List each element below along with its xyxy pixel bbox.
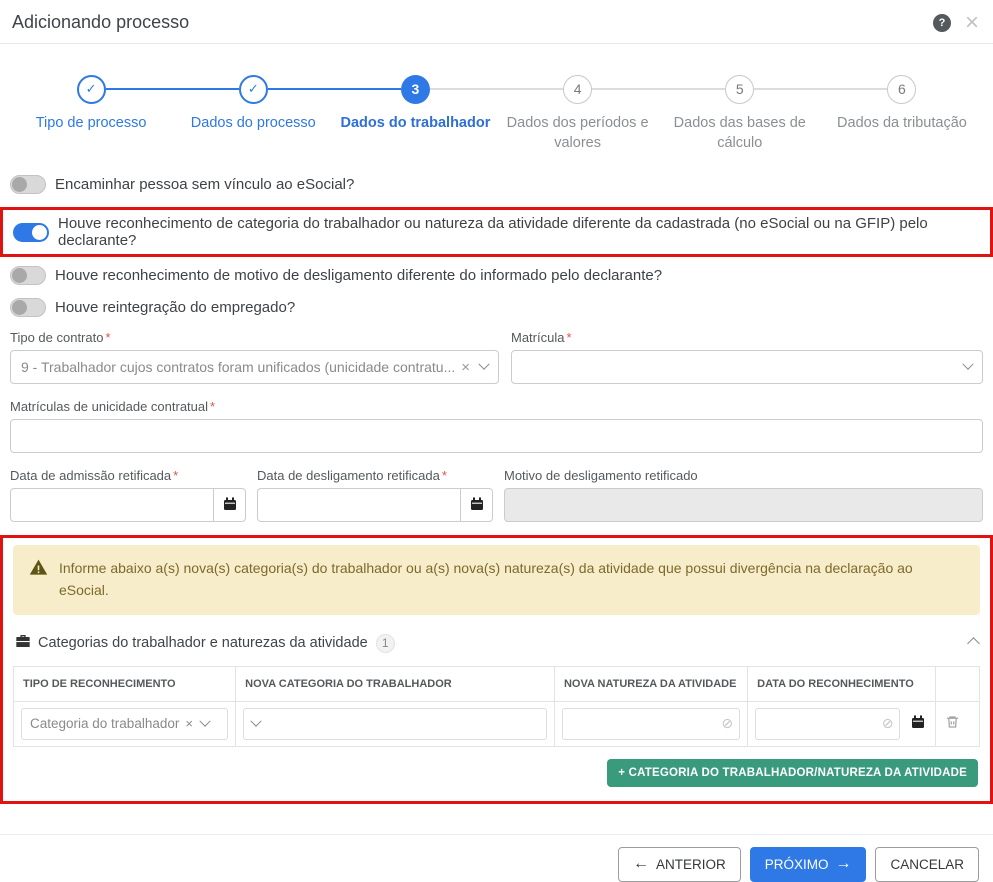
toggle-encaminhar-pessoa[interactable] <box>10 175 46 194</box>
connector <box>172 88 239 90</box>
add-categoria-label: CATEGORIA DO TRABALHADOR/NATUREZA DA ATIVIDADE <box>628 766 967 779</box>
step-circle-number: 3 <box>401 75 430 104</box>
tipo-reconhecimento-select[interactable] <box>21 708 228 740</box>
categorias-section-header <box>15 633 978 654</box>
field-motivo-desligamento <box>504 468 983 522</box>
col-nova-natureza: NOVA NATUREZA DA ATIVIDADE <box>554 666 747 701</box>
connector <box>592 88 659 90</box>
step-circle-number: 4 <box>563 75 592 104</box>
matricula-select[interactable] <box>511 350 983 384</box>
stepper-step-dados-dos-periodos[interactable] <box>497 74 659 153</box>
field-label: Data de desligamento retificada * <box>257 468 447 484</box>
step-circle-check-icon: ✓ <box>239 75 268 104</box>
not-allowed-icon: ⊘ <box>721 715 734 731</box>
step-label: Tipo de processo <box>35 115 147 131</box>
step-label: Dados do processo <box>190 115 316 131</box>
proximo-button[interactable] <box>750 847 867 882</box>
highlight-box-reconhecimento-categoria <box>0 207 993 257</box>
col-nova-categoria: NOVA CATEGORIA DO TRABALHADOR <box>236 666 555 701</box>
add-button-row <box>13 747 980 789</box>
field-label: Data de admissão retificada * <box>10 468 179 484</box>
select-value: Categoria do trabalhador <box>30 716 180 731</box>
step-circle-check-icon: ✓ <box>77 75 106 104</box>
toggle-label: Houve reconhecimento de categoria do trabalhador ou natureza da atividade diferente da cadastrada (no eSocial ou na GFIP) pelo declarante? <box>58 215 928 250</box>
col-actions <box>936 666 980 701</box>
table-header-row <box>14 666 980 701</box>
motivo-desligamento-input <box>504 488 983 522</box>
connector <box>430 88 497 90</box>
select-value: 9 - Trabalhador cujos contratos foram unificados (unicidade contratu... <box>21 359 456 376</box>
proximo-label: PRÓXIMO <box>764 856 829 872</box>
anterior-label: ANTERIOR <box>655 856 726 872</box>
data-reconhecimento-cell <box>755 708 928 740</box>
chevron-down-icon <box>251 715 262 726</box>
stepper-step-dados-das-bases[interactable] <box>659 74 821 153</box>
col-tipo-reconhecimento: TIPO DE RECONHECIMENTO <box>14 666 236 701</box>
toggle-knob <box>12 300 27 315</box>
toggle-knob <box>12 268 27 283</box>
clear-icon[interactable]: × <box>461 358 470 376</box>
stepper-step-dados-da-tributacao[interactable] <box>821 74 983 153</box>
count-badge: 1 <box>376 634 395 653</box>
cancelar-label: CANCELAR <box>890 856 964 872</box>
connector <box>10 88 77 90</box>
categorias-table <box>13 666 980 747</box>
anterior-button[interactable] <box>618 847 741 882</box>
connector <box>821 88 888 90</box>
step-label: Dados do trabalhador <box>340 115 491 131</box>
section-title: Categorias do trabalhador e naturezas da atividade <box>38 635 368 651</box>
warning-text: Informe abaixo a(s) nova(s) categoria(s) do trabalhador ou a(s) nova(s) natureza(s) da atividade que possui divergência na declaração ao eSocial. <box>59 560 913 598</box>
data-reconhecimento-wrap <box>755 708 900 740</box>
col-data-reconhecimento: DATA DO RECONHECIMENTO <box>748 666 936 701</box>
field-label: Matrícula * <box>511 330 572 346</box>
data-admissao-input[interactable] <box>10 488 213 522</box>
calendar-icon <box>222 496 238 515</box>
field-matricula <box>511 330 983 384</box>
toggle-row-reintegracao <box>10 298 983 317</box>
calendar-button[interactable] <box>460 488 493 522</box>
connector <box>106 88 173 90</box>
highlight-box-categorias <box>0 535 993 803</box>
connector <box>916 88 983 90</box>
connector <box>497 88 564 90</box>
warning-alert <box>13 545 980 614</box>
form-row-1 <box>10 330 983 384</box>
calendar-button[interactable] <box>908 712 928 735</box>
matriculas-unicidade-input[interactable] <box>10 419 983 453</box>
required-asterisk: * <box>210 399 216 415</box>
data-desligamento-input[interactable] <box>257 488 460 522</box>
calendar-icon <box>469 496 485 515</box>
field-tipo-de-contrato <box>10 330 499 384</box>
arrow-left-icon: ← <box>632 855 649 872</box>
connector <box>334 88 401 90</box>
not-allowed-icon: ⊘ <box>881 715 894 731</box>
toggle-reconhecimento-categoria[interactable] <box>13 223 49 242</box>
toggle-reconhecimento-motivo[interactable] <box>10 266 46 285</box>
add-categoria-button[interactable] <box>607 759 978 787</box>
connector <box>268 88 335 90</box>
required-asterisk: * <box>566 330 572 346</box>
delete-row-button[interactable] <box>943 712 962 735</box>
footer-actions <box>10 835 983 882</box>
toggle-knob <box>12 177 27 192</box>
field-label: Tipo de contrato * <box>10 330 111 346</box>
field-data-desligamento <box>257 468 493 522</box>
required-asterisk: * <box>105 330 111 346</box>
data-reconhecimento-input <box>755 708 900 740</box>
toggle-row-reconhecimento-categoria <box>13 215 980 249</box>
cancelar-button[interactable] <box>875 847 979 882</box>
close-icon[interactable]: × <box>964 9 979 36</box>
required-asterisk: * <box>173 468 179 484</box>
toggle-label: Houve reintegração do empregado? <box>55 299 296 317</box>
clear-icon[interactable]: × <box>185 716 193 731</box>
chevron-down-icon <box>478 359 489 370</box>
step-circle-number: 6 <box>887 75 916 104</box>
connector <box>754 88 821 90</box>
page-title: Adicionando processo <box>12 12 190 32</box>
trash-icon <box>945 714 960 733</box>
wizard-stepper <box>10 74 983 153</box>
toggle-label: Houve reconhecimento de motivo de desligamento diferente do informado pelo declarante? <box>55 267 663 285</box>
warning-triangle-icon <box>29 558 48 582</box>
table-row <box>14 701 980 746</box>
field-label: Matrículas de unicidade contratual * <box>10 399 216 415</box>
toggle-label: Encaminhar pessoa sem vínculo ao eSocial? <box>55 176 355 194</box>
field-matriculas-unicidade <box>10 399 983 453</box>
toggle-row-encaminhar <box>10 175 983 194</box>
step-label: Dados dos períodos e valores <box>506 115 649 151</box>
connector <box>659 88 726 90</box>
toggles-group <box>10 175 983 317</box>
tipo-de-contrato-select[interactable] <box>10 350 499 384</box>
form-row-3 <box>10 468 983 522</box>
step-label: Dados das bases de cálculo <box>673 115 806 151</box>
toggle-row-reconhecimento-motivo <box>10 266 983 285</box>
field-data-admissao <box>10 468 246 522</box>
collapse-chevron-up-icon[interactable] <box>967 637 980 650</box>
chevron-down-icon <box>962 359 973 370</box>
step-label: Dados da tributação <box>837 115 967 131</box>
briefcase-icon <box>15 633 31 654</box>
nova-categoria-select[interactable] <box>243 708 547 740</box>
required-asterisk: * <box>441 468 447 484</box>
plus-icon: + <box>618 766 626 779</box>
dialog-header <box>10 9 983 36</box>
help-icon[interactable]: ? <box>933 14 951 32</box>
stepper-step-tipo-de-processo[interactable] <box>10 74 172 153</box>
nova-natureza-input <box>562 708 740 740</box>
calendar-icon <box>910 714 926 733</box>
nova-natureza-wrap <box>562 708 740 740</box>
toggle-reintegracao[interactable] <box>10 298 46 317</box>
header-divider <box>0 43 993 44</box>
toggle-knob <box>32 225 47 240</box>
stepper-step-dados-do-processo[interactable] <box>172 74 334 153</box>
calendar-button[interactable] <box>213 488 246 522</box>
field-label: Motivo de desligamento retificado <box>504 468 698 484</box>
step-circle-number: 5 <box>725 75 754 104</box>
arrow-right-icon: → <box>835 855 852 872</box>
chevron-down-icon <box>199 715 210 726</box>
stepper-step-dados-do-trabalhador[interactable] <box>334 74 496 153</box>
header-icons <box>933 9 979 36</box>
